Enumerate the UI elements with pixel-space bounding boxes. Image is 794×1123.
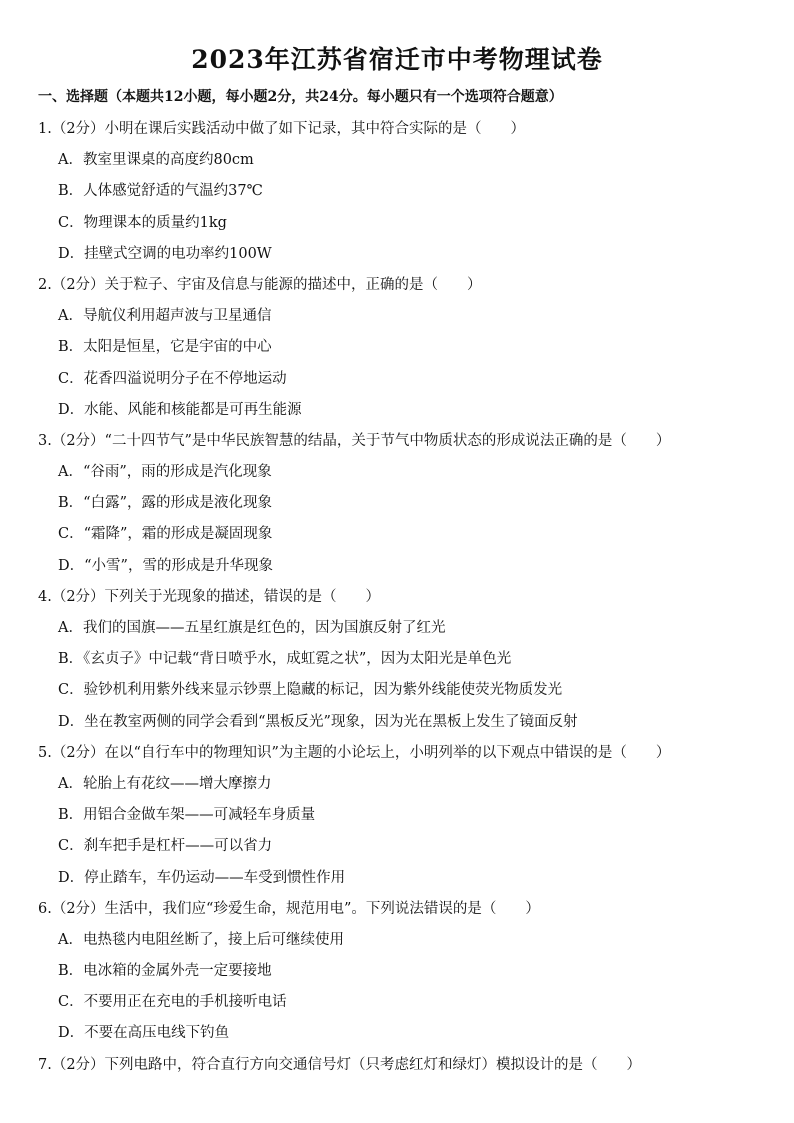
option-a: A．教室里课桌的高度约80cm (58, 152, 254, 169)
option-a: A．轮胎上有花纹——增大摩擦力 (58, 775, 272, 792)
question-5 (38, 738, 768, 894)
option-b: B．《玄贞子》中记载“背日喷乎水，成虹霓之状”，因为太阳光是单色光 (58, 651, 512, 668)
question-stem: 3.（2分）“二十四节气”是中华民族智慧的结晶，关于节气中物质状态的形成说法正确的是（ ） (38, 432, 671, 449)
option-b: B．“白露”，露的形成是液化现象 (58, 495, 272, 512)
option-c: C．花香四溢说明分子在不停地运动 (58, 370, 287, 387)
option-a: A．电热毯内电阻丝断了，接上后可继续使用 (58, 931, 344, 948)
option-d: D．挂壁式空调的电功率约100W (58, 245, 272, 262)
option-d: D．水能、风能和核能都是可再生能源 (58, 401, 302, 418)
question-2 (38, 270, 768, 426)
question-stem: 5.（2分）在以“自行车中的物理知识”为主题的小论坛上，小明列举的以下观点中错误的是（ ） (38, 744, 671, 761)
question-4 (38, 582, 768, 738)
question-stem: 4.（2分）下列关于光现象的描述，错误的是（ ） (38, 588, 381, 605)
option-d: D．坐在教室两侧的同学会看到“黑板反光”现象，因为光在黑板上发生了镜面反射 (58, 713, 578, 730)
option-c: C．验钞机利用紫外线来显示钞票上隐藏的标记，因为紫外线能使荧光物质发光 (58, 682, 563, 699)
option-a: A．我们的国旗——五星红旗是红色的，因为国旗反射了红光 (58, 620, 446, 636)
option-b: B．电冰箱的金属外壳一定要接地 (58, 963, 272, 980)
question-stem: 2.（2分）关于粒子、宇宙及信息与能源的描述中，正确的是（ ） (38, 276, 482, 293)
option-b: B．太阳是恒星，它是宇宙的中心 (58, 339, 272, 356)
section-heading: 一、选择题（本题共12小题，每小题2分，共24分。每小题只有一个选项符合题意） (38, 89, 563, 105)
question-stem: 7.（2分）下列电路中，符合直行方向交通信号灯（只考虑红灯和绿灯）模拟设计的是（ ） (38, 1056, 642, 1073)
option-c: C．物理课本的质量约1kg (58, 214, 227, 231)
option-d: D．不要在高压电线下钓鱼 (58, 1025, 230, 1042)
option-b: B．人体感觉舒适的气温约37℃ (58, 183, 263, 200)
question-stem: 1.（2分）小明在课后实践活动中做了如下记录，其中符合实际的是（ ） (38, 121, 526, 137)
option-d: D．停止踏车，车仍运动——车受到惯性作用 (58, 869, 346, 886)
question-1 (38, 114, 768, 270)
option-a: A．导航仪利用超声波与卫星通信 (58, 308, 272, 325)
option-d: D．“小雪”，雪的形成是升华现象 (58, 557, 273, 574)
option-c: C．“霜降”，霜的形成是凝固现象 (58, 526, 273, 543)
question-6 (38, 894, 768, 1050)
question-list (38, 114, 768, 1081)
option-a: A．“谷雨”，雨的形成是汽化现象 (58, 464, 272, 481)
question-3 (38, 426, 768, 582)
page-title: 2023年江苏省宿迁市中考物理试卷 (191, 45, 603, 74)
option-c: C．刹车把手是杠杆——可以省力 (58, 838, 273, 855)
question-stem: 6.（2分）生活中，我们应“珍爱生命，规范用电”。下列说法错误的是（ ） (38, 900, 540, 917)
option-b: B．用铝合金做车架——可减轻车身质量 (58, 807, 316, 824)
question-7 (38, 1050, 768, 1081)
option-c: C．不要用正在充电的手机接听电话 (58, 994, 287, 1011)
